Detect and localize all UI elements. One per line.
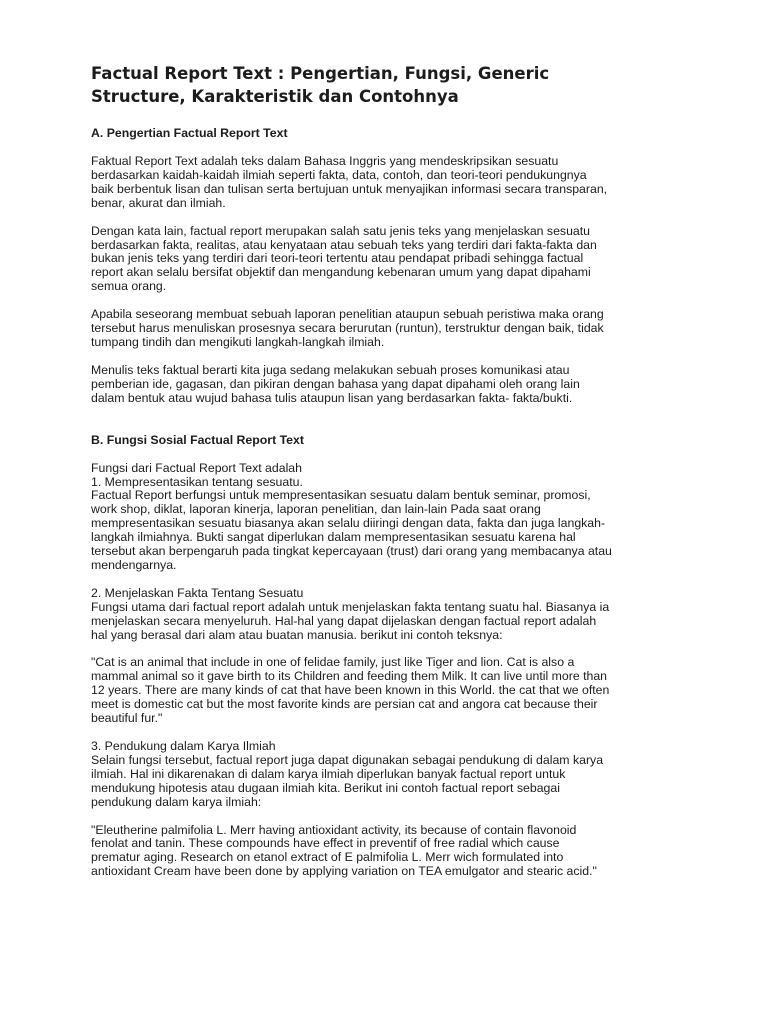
section-b-paragraph-5 xyxy=(91,824,691,880)
section-b-paragraph-4 xyxy=(91,740,691,810)
document-title xyxy=(91,62,691,108)
paragraph-line: work shop, diklat, laporan kinerja, laporan penelitian, dan lain-lain Pada saat orang xyxy=(91,502,541,517)
paragraph-line: ilmiah. Hal ini dikarenakan di dalam karya ilmiah diperlukan banyak factual report untuk xyxy=(91,766,566,781)
paragraph-line: tumpang tindih dan mengikuti langkah-langkah ilmiah. xyxy=(91,334,385,349)
paragraph-line: mammal animal so it gave birth to its Children and feeding them Milk. It can live until more than xyxy=(91,669,608,684)
paragraph-line: benar, akurat dan ilmiah. xyxy=(91,195,226,210)
paragraph-line: tersebut akan berpengaruh pada tingkat kepercayaan (trust) dari orang yang membacanya atau xyxy=(91,544,612,559)
section-spacer xyxy=(91,420,691,433)
paragraph-line: langkah ilmiahnya. Bukti sangat diperlukan dalam mempresentasikan sesuatu karena hal xyxy=(91,530,576,545)
section-a-paragraph-1 xyxy=(91,155,691,211)
title-line: Structure, Karakteristik dan Contohnya xyxy=(91,87,459,106)
paragraph-line: 12 years. There are many kinds of cat that have been known in this World. the cat that we often xyxy=(91,683,610,698)
paragraph-line: bukan jenis teks yang terdiri dari teori-teori tertentu atau pendapat pribadi sehingga factual xyxy=(91,251,584,266)
paragraph-line: dalam bentuk atau wujud bahasa tulis ataupun lisan yang berdasarkan fakta- fakta/bukti. xyxy=(91,390,573,405)
section-a-paragraph-4 xyxy=(91,364,691,406)
paragraph-line: berdasarkan fakta, realitas, atau kenyataan atau sebuah teks yang terdiri dari fakta-fakta dan xyxy=(91,237,597,252)
section-a-paragraph-3 xyxy=(91,308,691,350)
paragraph-line: Selain fungsi tersebut, factual report juga dapat digunakan sebagai pendukung di dalam karya xyxy=(91,752,604,767)
paragraph-line: pemberian ide, gagasan, dan pikiran dengan bahasa yang dapat dipahami oleh orang lain xyxy=(91,376,580,391)
paragraph-line: beautiful fur." xyxy=(91,711,163,726)
paragraph-line: berdasarkan kaidah-kaidah ilmiah seperti fakta, data, contoh, dan teori-teori pendukungnya xyxy=(91,167,587,182)
section-a-heading: A. Pengertian Factual Report Text xyxy=(91,126,288,140)
paragraph-line: "Cat is an animal that include in one of felidae family, just like Tiger and lion. Cat is also a xyxy=(91,655,575,670)
paragraph-line: mempresentasikan sesuatu biasanya akan selalu diiringi dengan data, fakta dan juga langkah- xyxy=(91,516,606,531)
paragraph-line: Faktual Report Text adalah teks dalam Bahasa Inggris yang mendeskripsikan sesuatu xyxy=(91,154,559,168)
paragraph-line: prematur aging. Research on etanol extract of E palmifolia L. Merr wich formulated into xyxy=(91,850,564,865)
paragraph-line: Fungsi utama dari factual report adalah untuk menjelaskan fakta tentang suatu hal. Biasanya ia xyxy=(91,599,610,614)
paragraph-line: pendukung dalam karya ilmiah: xyxy=(91,794,262,809)
document-page xyxy=(91,62,691,893)
paragraph-line: mendengarnya. xyxy=(91,557,177,572)
paragraph-line: fenolat and tanin. These compounds have effect in preventif of free radial which cause xyxy=(91,836,560,851)
paragraph-line: Menulis teks faktual berarti kita juga sedang melakukan sebuah proses komunikasi atau xyxy=(91,362,570,377)
paragraph-line: 1. Mempresentasikan tentang sesuatu. xyxy=(91,474,303,489)
paragraph-line: Fungsi dari Factual Report Text adalah xyxy=(91,460,302,475)
title-line: Factual Report Text : Pengertian, Fungsi, Generic xyxy=(91,64,550,83)
paragraph-line: meet is domestic cat but the most favorite kinds are persian cat and angora cat because their xyxy=(91,697,598,712)
paragraph-line: baik berbentuk lisan dan tulisan serta bertujuan untuk menyajikan informasi secara transparan, xyxy=(91,181,608,196)
paragraph-line: semua orang. xyxy=(91,279,167,294)
paragraph-line: Dengan kata lain, factual report merupakan salah satu jenis teks yang menjelaskan sesuatu xyxy=(91,223,591,238)
section-a-paragraph-2 xyxy=(91,225,691,295)
section-b xyxy=(91,433,691,880)
paragraph-line: antioxidant Cream have been done by applying variation on TEA emulgator and stearic acid." xyxy=(91,864,597,879)
section-b-heading: B. Fungsi Sosial Factual Report Text xyxy=(91,432,304,447)
paragraph-line: 3. Pendukung dalam Karya Ilmiah xyxy=(91,739,276,753)
paragraph-line: tersebut harus menuliskan prosesnya secara berurutan (runtun), terstruktur dengan baik, tidak xyxy=(91,321,604,336)
section-b-paragraph-1 xyxy=(91,462,691,573)
paragraph-line: hal yang berasal dari alam atau buatan manusia. berikut ini contoh teksnya: xyxy=(91,627,503,642)
section-b-paragraph-2 xyxy=(91,587,691,643)
paragraph-line: Factual Report berfungsi untuk mempresentasikan sesuatu dalam bentuk seminar, promosi, xyxy=(91,488,591,503)
paragraph-line: menjelaskan secara menyeluruh. Hal-hal yang dapat dijelaskan dengan factual report adalah xyxy=(91,613,597,628)
section-b-paragraph-3 xyxy=(91,656,691,726)
paragraph-line: "Eleutherine palmifolia L. Merr having antioxidant activity, its because of contain flavonoid xyxy=(91,822,577,837)
paragraph-line: 2. Menjelaskan Fakta Tentang Sesuatu xyxy=(91,585,304,600)
paragraph-line: mendukung hipotesis atau dugaan ilmiah kita. Berikut ini contoh factual report sebagai xyxy=(91,780,560,795)
paragraph-line: report akan selalu bersifat objektif dan mengandung kebenaran umum yang dapat dipahami xyxy=(91,265,591,280)
section-a xyxy=(91,126,691,406)
paragraph-line: Apabila seseorang membuat sebuah laporan penelitian ataupun sebuah peristiwa maka orang xyxy=(91,307,604,322)
